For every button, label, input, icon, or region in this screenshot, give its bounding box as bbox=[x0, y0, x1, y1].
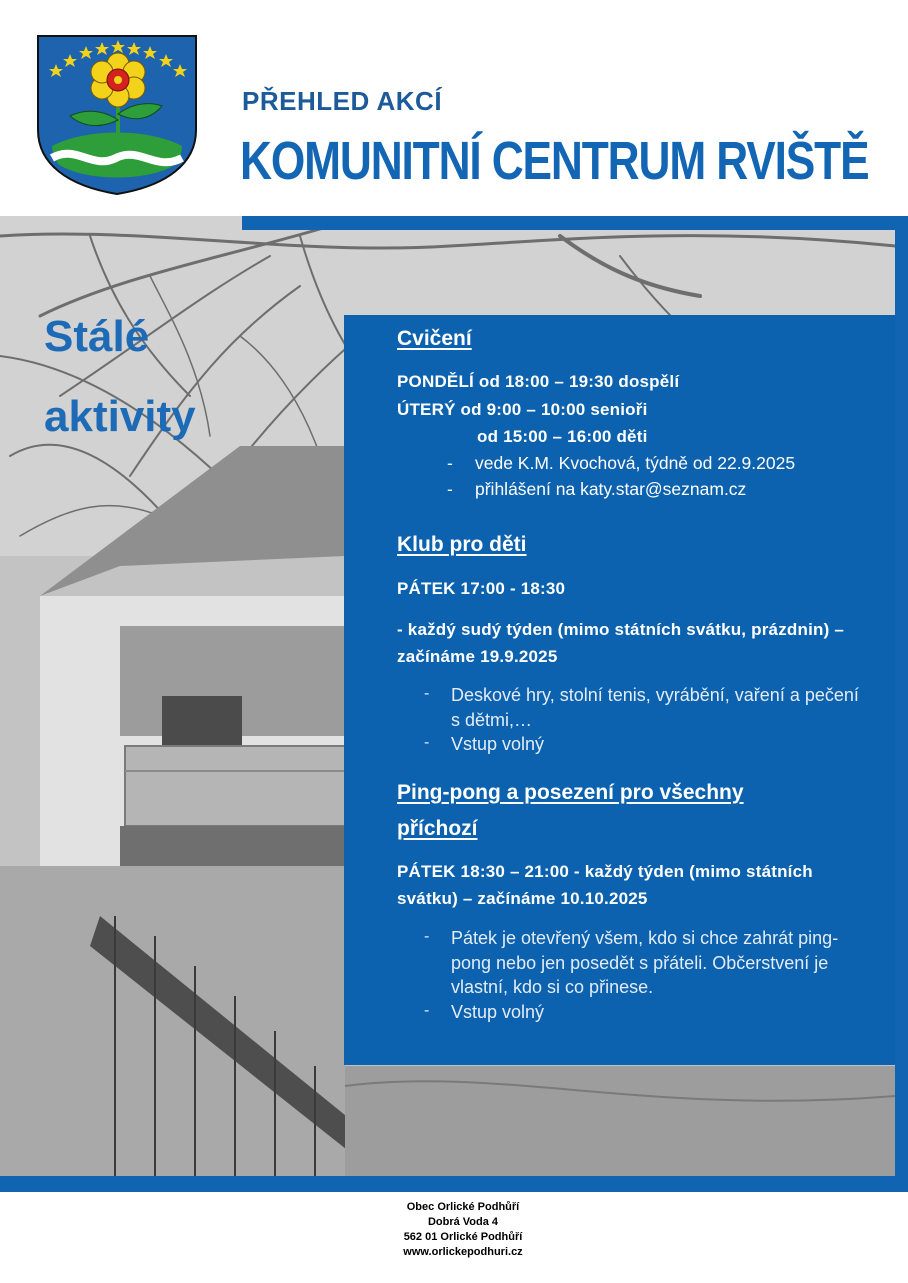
bullet-dash: - bbox=[424, 1002, 430, 1019]
bullet-dash: - bbox=[424, 928, 430, 945]
klub-bullet-2: Vstup volný bbox=[451, 734, 545, 754]
footer-line3: 562 01 Orlické Podhůří bbox=[403, 1231, 523, 1243]
cviceni-bullet-2: přihlášení na katy.star@seznam.cz bbox=[475, 479, 747, 499]
footer bbox=[0, 1200, 908, 1260]
side-heading-line2: aktivity bbox=[44, 392, 196, 441]
activities-panel bbox=[344, 315, 895, 1065]
bullet-dash: - bbox=[424, 734, 430, 751]
top-accent-band bbox=[242, 216, 908, 230]
cviceni-schedule-tuesday: ÚTERÝ od 9:00 – 10:00 senioři bbox=[397, 400, 648, 419]
bullet-dash: - bbox=[447, 479, 453, 499]
section-title-pingpong-line1: Ping-pong a posezení pro všechny bbox=[397, 781, 744, 804]
right-accent-band bbox=[895, 216, 908, 1176]
header-kicker: PŘEHLED AKCÍ bbox=[242, 86, 443, 116]
klub-bullet-1: Deskové hry, stolní tenis, vyrábění, vaření a pečení s dětmi,… bbox=[451, 685, 859, 730]
bottom-accent-band bbox=[0, 1176, 908, 1192]
page-title: KOMUNITNÍ CENTRUM RVIŠTĚ bbox=[240, 131, 869, 191]
footer-line2: Dobrá Voda 4 bbox=[427, 1216, 499, 1228]
cviceni-schedule-monday: PONDĚLÍ od 18:00 – 19:30 dospělí bbox=[397, 372, 680, 391]
section-title-pingpong-line2: příchozí bbox=[397, 817, 478, 840]
klub-schedule: PÁTEK 17:00 - 18:30 bbox=[397, 579, 566, 598]
coat-of-arms bbox=[36, 34, 198, 196]
bullet-dash: - bbox=[424, 685, 430, 702]
cviceni-schedule-tuesday-kids: od 15:00 – 16:00 děti bbox=[477, 427, 648, 446]
coat-of-arms-icon bbox=[36, 34, 198, 196]
pingpong-bullet-2: Vstup volný bbox=[451, 1002, 545, 1022]
bullet-dash: - bbox=[447, 453, 453, 473]
footer-website-link[interactable]: www.orlickepodhuri.cz bbox=[403, 1246, 523, 1258]
cviceni-bullet-1: vede K.M. Kvochová, týdně od 22.9.2025 bbox=[475, 453, 796, 473]
footer-line1: Obec Orlické Podhůří bbox=[406, 1201, 520, 1213]
klub-schedule-note: - každý sudý týden (mimo státních svátku, prázdnin) – začínáme 19.9.2025 bbox=[397, 620, 845, 666]
pingpong-bullet-1: Pátek je otevřený všem, kdo si chce zahrát ping-pong nebo jen posedět s přáteli. Občerstvení je vlastní, kdo si co přinese. bbox=[451, 928, 839, 997]
side-heading-line1: Stálé bbox=[44, 312, 150, 361]
pingpong-schedule: PÁTEK 18:30 – 21:00 - každý týden (mimo státních svátku) – začínáme 10.10.2025 bbox=[397, 862, 813, 908]
section-title-cviceni: Cvičení bbox=[397, 327, 472, 350]
section-title-klub: Klub pro děti bbox=[397, 533, 527, 556]
